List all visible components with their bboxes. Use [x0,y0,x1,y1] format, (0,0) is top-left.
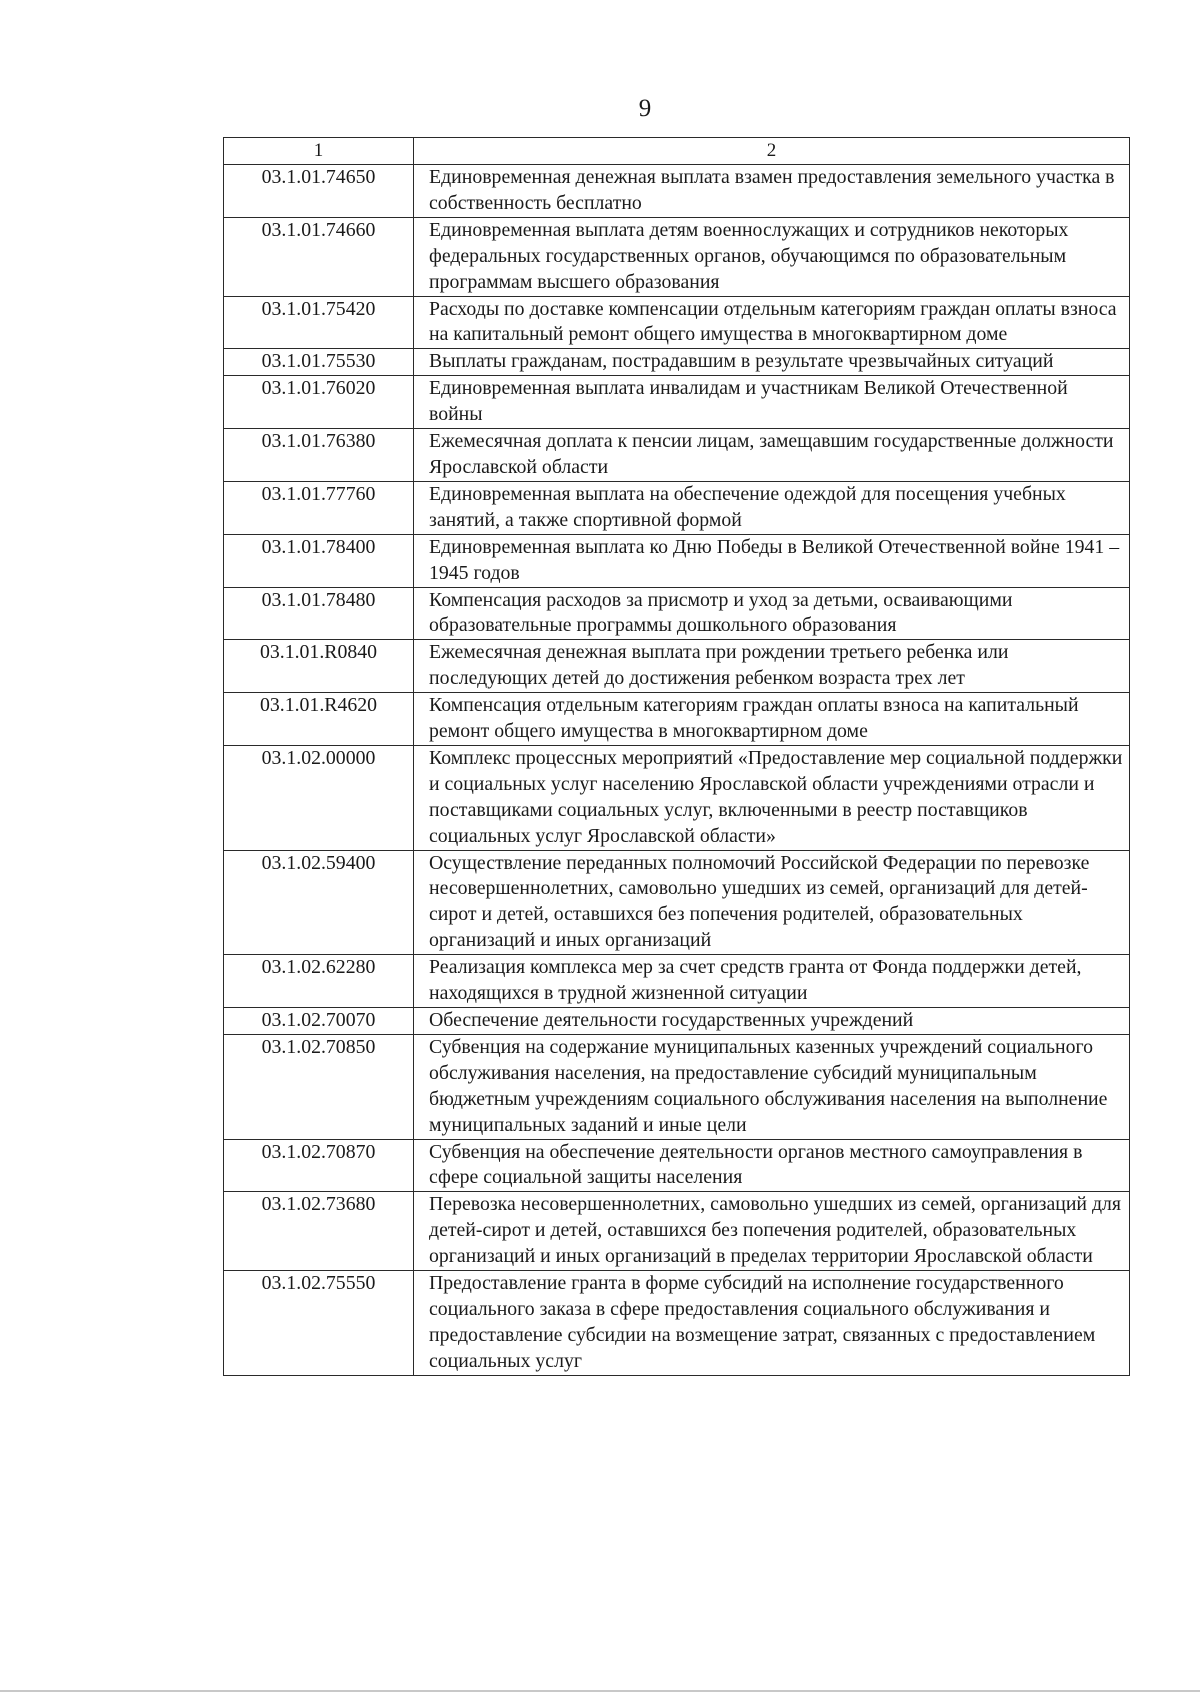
row-description: Единовременная денежная выплата взамен предоставления земельного участка в собственность бесплатно [414,165,1130,218]
table-row [224,745,1130,850]
table-row [224,955,1130,1008]
row-description: Ежемесячная денежная выплата при рождении третьего ребенка или последующих детей до достижения ребенком возраста трех лет [414,640,1130,693]
row-description: Субвенция на обеспечение деятельности органов местного самоуправления в сфере социальной защиты населения [414,1139,1130,1192]
row-description: Единовременная выплата детям военнослужащих и сотрудников некоторых федеральных государственных органов, обучающимся по образовательным программам высшего образования [414,217,1130,296]
row-code: 03.1.02.59400 [224,850,414,955]
row-code: 03.1.01.76020 [224,376,414,429]
row-description: Расходы по доставке компенсации отдельным категориям граждан оплаты взноса на капитальный ремонт общего имущества в многоквартирном доме [414,296,1130,349]
row-description: Компенсация расходов за присмотр и уход за детьми, осваивающими образовательные программы дошкольного образования [414,587,1130,640]
row-description: Ежемесячная доплата к пенсии лицам, замещавшим государственные должности Ярославской области [414,429,1130,482]
table-row [224,481,1130,534]
table-row [224,217,1130,296]
column-header-2: 2 [414,138,1130,165]
row-description: Перевозка несовершеннолетних, самовольно ушедших из семей, организаций для детей-сирот и детей, оставшихся без попечения родителей, образовательных организаций и иных организаций в пределах территории Ярославской области [414,1192,1130,1271]
row-code: 03.1.01.78480 [224,587,414,640]
row-description: Единовременная выплата на обеспечение одеждой для посещения учебных занятий, а также спортивной формой [414,481,1130,534]
row-code: 03.1.01.77760 [224,481,414,534]
row-code: 03.1.01.78400 [224,534,414,587]
table-row [224,1192,1130,1271]
page-number: 9 [638,95,652,122]
table-row [224,640,1130,693]
row-code: 03.1.02.62280 [224,955,414,1008]
row-code: 03.1.02.75550 [224,1271,414,1376]
row-code: 03.1.02.00000 [224,745,414,850]
table-body [224,165,1130,1376]
table-row [224,1139,1130,1192]
row-code: 03.1.01.R4620 [224,693,414,746]
row-description: Предоставление гранта в форме субсидий на исполнение государственного социального заказа в сфере предоставления социального обслуживания и предоставление субсидии на возмещение затрат, связанных с предоставлением социальных услуг [414,1271,1130,1376]
table-header-row [224,138,1130,165]
table-row [224,850,1130,955]
row-description: Компенсация отдельным категориям граждан оплаты взноса на капитальный ремонт общего имущества в многоквартирном доме [414,693,1130,746]
budget-classification-table [223,137,1130,1376]
row-code: 03.1.01.R0840 [224,640,414,693]
table-row [224,296,1130,349]
row-description: Субвенция на содержание муниципальных казенных учреждений социального обслуживания населения, на предоставление субсидий муниципальным бюджетным учреждениям социального обслуживания населения на выполнение муниципальных заданий и иные цели [414,1034,1130,1139]
table-row [224,376,1130,429]
row-description: Единовременная выплата инвалидам и участникам Великой Отечественной войны [414,376,1130,429]
column-header-1: 1 [224,138,414,165]
row-description: Обеспечение деятельности государственных учреждений [414,1008,1130,1035]
table-row [224,165,1130,218]
row-description: Комплекс процессных мероприятий «Предоставление мер социальной поддержки и социальных услуг населению Ярославской области учреждениями отрасли и поставщиками социальных услуг, включенными в реестр поставщиков социальных услуг Ярославской области» [414,745,1130,850]
row-description: Осуществление переданных полномочий Российской Федерации по перевозке несовершеннолетних, самовольно ушедших из семей, организаций для детей-сирот и детей, оставшихся без попечения родителей, образовательных организаций и иных организаций [414,850,1130,955]
table-row [224,1271,1130,1376]
table-row [224,349,1130,376]
row-code: 03.1.02.73680 [224,1192,414,1271]
row-code: 03.1.02.70070 [224,1008,414,1035]
scan-edge-line [0,1690,1200,1692]
row-description: Единовременная выплата ко Дню Победы в Великой Отечественной войне 1941 – 1945 годов [414,534,1130,587]
row-code: 03.1.01.74660 [224,217,414,296]
row-code: 03.1.02.70850 [224,1034,414,1139]
row-description: Реализация комплекса мер за счет средств гранта от Фонда поддержки детей, находящихся в трудной жизненной ситуации [414,955,1130,1008]
table-row [224,693,1130,746]
row-code: 03.1.01.75530 [224,349,414,376]
table-row [224,1034,1130,1139]
row-code: 03.1.01.76380 [224,429,414,482]
row-description: Выплаты гражданам, пострадавшим в результате чрезвычайных ситуаций [414,349,1130,376]
row-code: 03.1.01.75420 [224,296,414,349]
table-row [224,1008,1130,1035]
table-row [224,534,1130,587]
row-code: 03.1.01.74650 [224,165,414,218]
row-code: 03.1.02.70870 [224,1139,414,1192]
table-row [224,587,1130,640]
table-row [224,429,1130,482]
